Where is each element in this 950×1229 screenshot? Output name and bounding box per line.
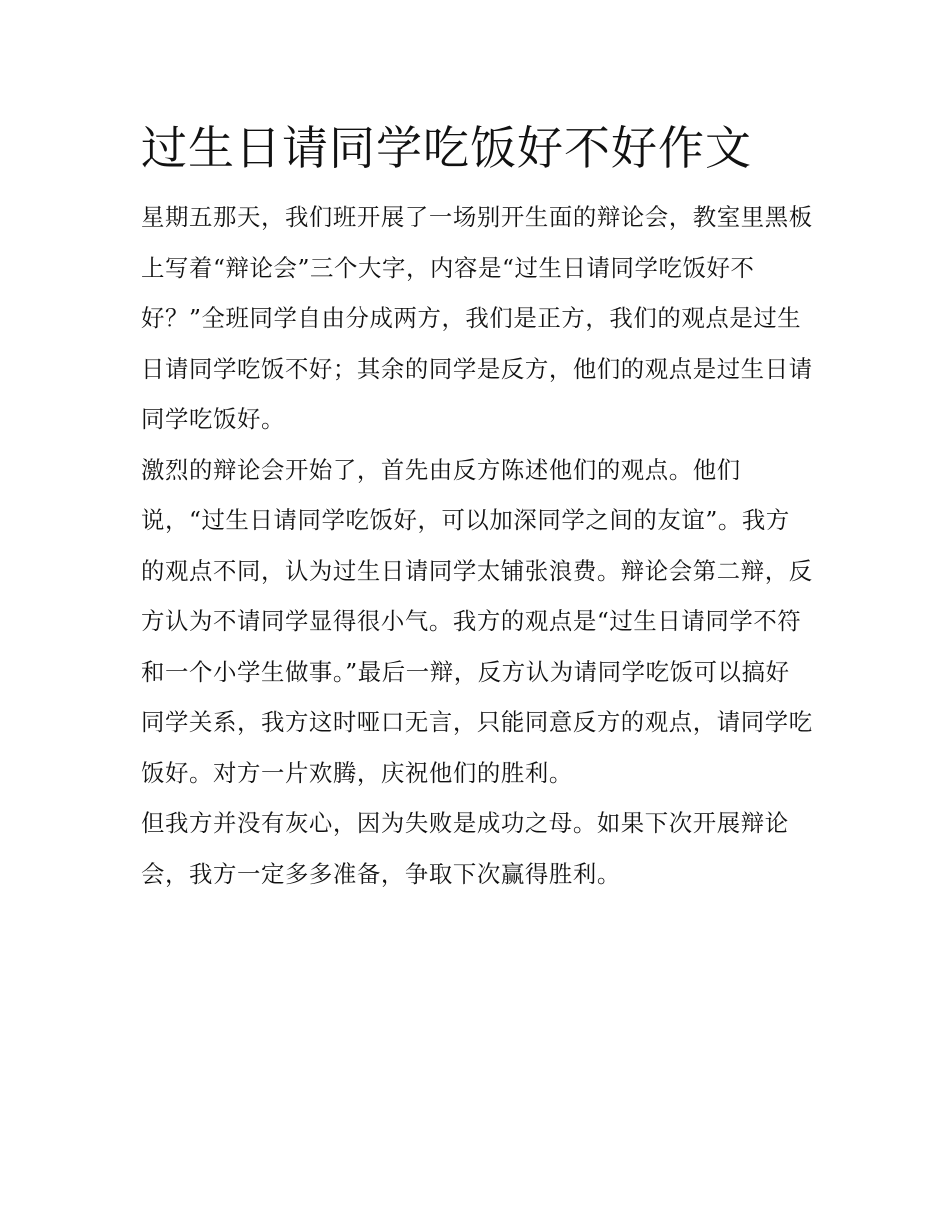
document-content (141, 112, 813, 899)
essay-title: 过生日请同学吃饭好不好作文 (141, 121, 752, 175)
paragraph-1: 星期五那天，我们班开展了一场别开生面的辩论会，教室里黑板上写着“辩论会”三个大字，内容是“过生日请同学吃饭好不好？”全班同学自由分成两方，我们是正方，我们的观点是过生日请同学吃饭不好；其余的同学是反方，他们的观点是过生日请同学吃饭好。 (141, 203, 813, 433)
paragraph-3: 但我方并没有灰心，因为失败是成功之母。如果下次开展辩论会，我方一定多多准备，争取下次赢得胜利。 (141, 809, 789, 888)
paragraph-2: 激烈的辩论会开始了，首先由反方陈述他们的观点。他们说，“过生日请同学吃饭好，可以加深同学之间的友谊”。我方的观点不同，认为过生日请同学太铺张浪费。辩论会第二辩，反方认为不请同学显得很小气。我方的观点是“过生日请同学不符和一个小学生做事。”最后一辩，反方认为请同学吃饭可以搞好同学关系，我方这时哑口无言，只能同意反方的观点，请同学吃饭好。对方一片欢腾，庆祝他们的胜利。 (141, 455, 813, 787)
